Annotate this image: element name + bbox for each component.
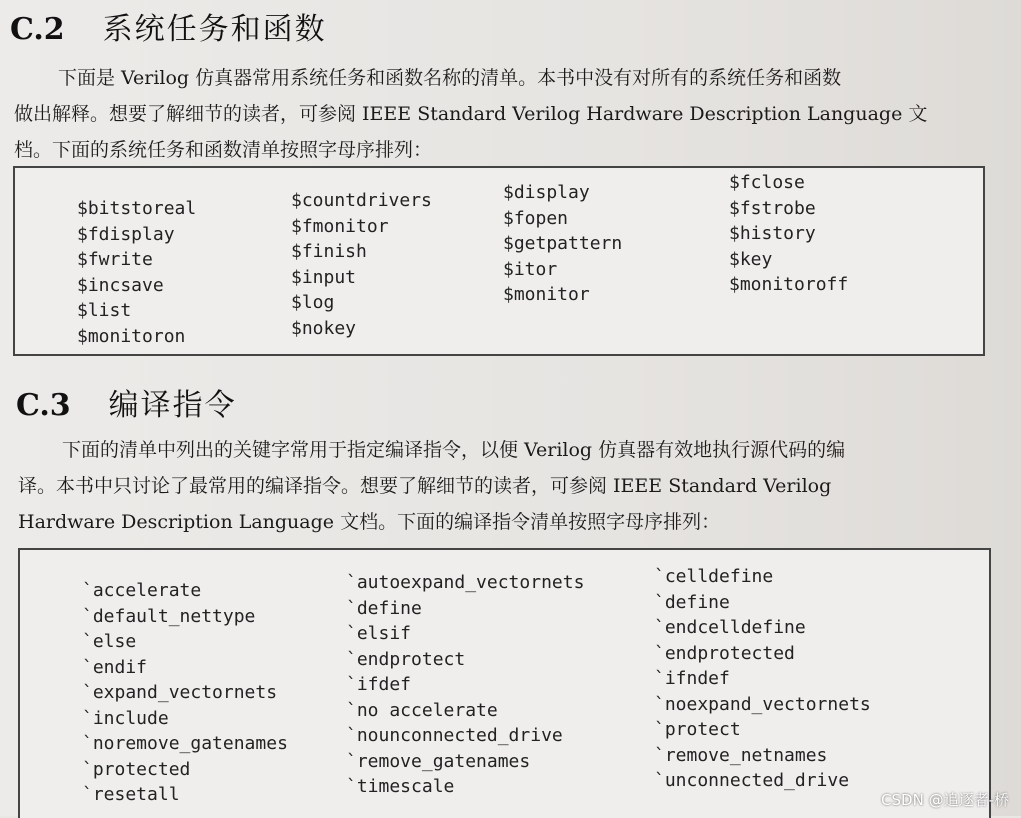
list-item: $monitoron [77,325,186,347]
list-item: `protect [654,719,741,740]
list-item: `remove_netnames [654,744,828,766]
csdn-watermark: CSDN @追逐者-桥 [881,791,1009,809]
directives-column-3 [654,564,871,794]
list-item: $fclose [729,172,805,193]
list-item: $monitor [503,284,590,305]
list-item: $log [291,292,335,313]
list-item: $fopen [503,207,569,229]
paragraph-line: Hardware Description Language 文档。下面的编译指令清单按照字母序排列： [18,511,721,533]
list-item: `define [346,597,422,619]
directives-column-2 [346,570,584,800]
paragraph-line: 下面的清单中列出的关键字常用于指定编译指令，以便 Verilog 仿真器有效地执行源代码的编 [62,439,846,461]
list-item: `ifndef [654,668,730,689]
list-item: `noremove_gatenames [82,733,288,754]
list-item: $finish [291,241,367,262]
list-item: `unconnected_drive [654,770,850,791]
compiler-directives-list-box [18,548,991,818]
list-item: $getpattern [503,233,623,254]
list-item: $history [729,223,816,244]
list-item: `ifdef [346,674,412,695]
system-tasks-column-3 [503,180,622,308]
list-item: `endprotect [346,648,466,670]
paragraph-line: 下面是 Verilog 仿真器常用系统任务和函数名称的清单。本书中没有对所有的系统任务和函数 [58,67,842,89]
list-item: `no accelerate [346,699,498,721]
list-item: $list [77,300,132,321]
list-item: $fmonitor [291,215,389,237]
list-item: `protected [82,758,191,780]
list-item: `accelerate [82,580,202,601]
list-item: `include [82,707,169,729]
list-item: `noexpand_vectornets [654,693,871,715]
list-item: `else [82,631,137,652]
section-paragraph-c2 [14,60,974,168]
system-tasks-column-2 [291,188,432,341]
list-item: `expand_vectornets [82,682,278,703]
list-item: $monitoroff [729,274,849,295]
section-heading-c2 [10,4,327,48]
section-number: C.2 [10,12,65,47]
list-item: $key [729,248,773,270]
system-tasks-column-1 [77,196,196,349]
system-tasks-list-box [13,166,985,356]
list-item: $input [291,266,357,288]
paragraph-line: 档。下面的系统任务和函数清单按照字母序排列： [14,139,433,161]
list-item: $fwrite [77,249,153,270]
list-item: `autoexpand_vectornets [346,572,585,593]
list-item: $incsave [77,274,164,296]
list-item: `remove_gatenames [346,750,531,772]
section-heading-c3 [16,380,237,424]
system-tasks-column-4 [729,170,848,298]
directives-column-1 [82,578,288,808]
list-item: $fdisplay [77,223,175,245]
list-item: $nokey [291,317,357,339]
list-item: `elsif [346,623,412,644]
list-item: $countdrivers [291,190,432,211]
list-item: `nounconnected_drive [346,725,563,746]
paragraph-line: 译。本书中只讨论了最常用的编译指令。想要了解细节的读者，可参阅 IEEE Standard Verilog [18,475,832,497]
list-item: $itor [503,258,558,280]
section-title: 系统任务和函数 [102,12,327,47]
list-item: `define [654,591,730,613]
list-item: `timescale [346,776,455,797]
section-number: C.3 [16,388,71,423]
section-paragraph-c3 [18,432,993,540]
list-item: $bitstoreal [77,198,197,219]
list-item: `endprotected [654,642,795,664]
paragraph-line: 做出解释。想要了解细节的读者，可参阅 IEEE Standard Verilog Hardware Description Language 文 [14,103,928,125]
list-item: `endif [82,656,148,678]
section-title: 编译指令 [108,388,237,423]
list-item: `celldefine [654,566,774,587]
list-item: $display [503,182,590,203]
list-item: `default_nettype [82,605,256,627]
list-item: `endcelldefine [654,617,806,638]
list-item: `resetall [82,784,180,805]
list-item: $fstrobe [729,197,816,219]
